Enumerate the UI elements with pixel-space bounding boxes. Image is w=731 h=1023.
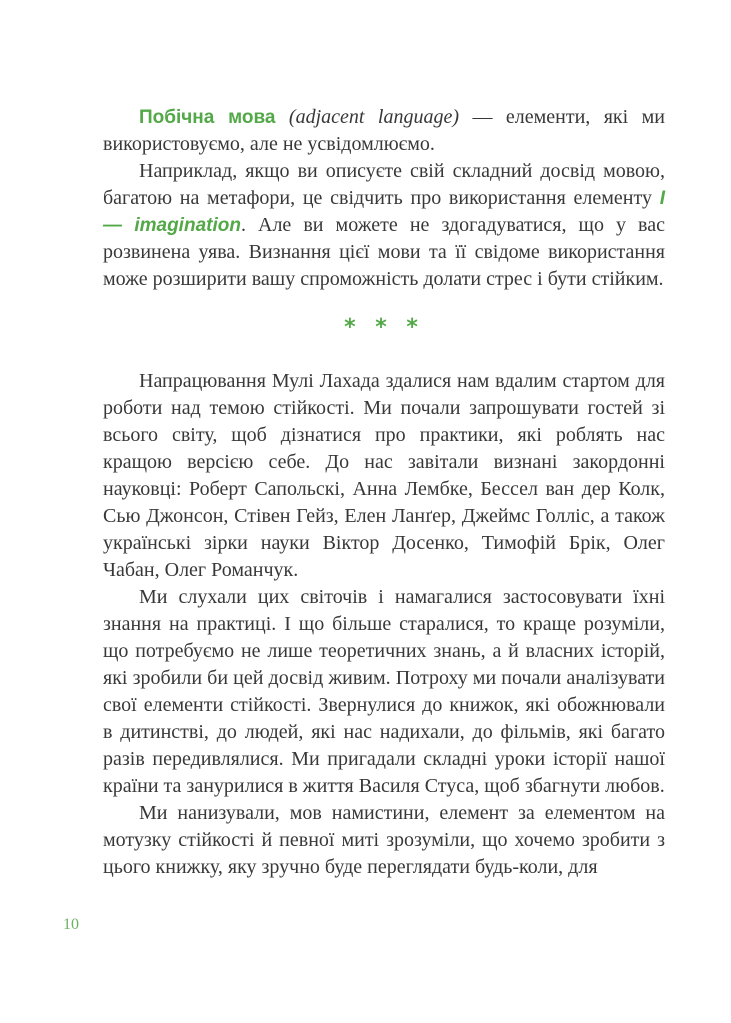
page-text-block	[103, 104, 665, 881]
paragraph-work: Напрацювання Мулі Лахада здалися нам вдалим стартом для роботи над темою стійкості. Ми почали запрошувати гостей зі всього світу, щоб дізнатися про практики, які роблять нас кращою версією себе. До нас завітали визнані закордонні науковці: Роберт Сапольскі, Анна Лембке, Бессел ван дер Колк, Сью Джонсон, Стівен Гейз, Елен Ланґер, Джеймс Голліс, а також українські зірки науки Віктор Досенко, Тимофій Брік, Олег Чабан, Олег Романчук.	[103, 370, 665, 581]
example-text-after: . Але ви можете не здогадуватися, що у вас розвинена уява. Визнання цієї мови та її свідоме використання може розширити вашу спроможність долати стрес і бути стійким.	[103, 214, 665, 290]
definition-text: — елементи, які ми використовуємо, але не усвідомлюємо.	[103, 106, 666, 155]
term-close-paren: )	[452, 106, 473, 128]
asterisk-section-divider: * * *	[344, 315, 424, 340]
term-translation: adjacent language	[295, 106, 453, 128]
paragraph-listening: Ми слухали цих світочів і намагалися застосовувати їхні знання на практиці. І що більше старалися, то краще розуміли, що потребуємо не лише теоретичних знань, а й власних історій, які зробили би цей досвід живим. Потроху ми почали аналізувати свої елементи стійкості. Звернулися до книжок, які обожнювали в дитинстві, до людей, які нас надихали, до фільмів, які багато разів передивлялися. Ми пригадали складні уроки історії нашої країни та занурилися в життя Василя Стуса, щоб збагнути любов.	[103, 586, 665, 797]
term-adjacent-language: Побічна мова	[139, 107, 276, 128]
imagination-highlight: I — imagination	[103, 188, 665, 236]
page-number: 10	[63, 916, 79, 933]
paragraph-beads: Ми нанизували, мов намистини, елемент за елементом на мотузку стійкості й певної миті зрозуміли, що хочемо зробити з цього книжку, яку зручно буде переглядати будь-коли, для	[103, 802, 665, 878]
paragraph-definition	[103, 104, 665, 158]
paragraph-example	[103, 158, 665, 293]
example-text-before: Наприклад, якщо ви описуєте свій складний досвід мовою, багатою на метафори, це свідчить про використання елементу	[103, 160, 665, 209]
term-open-paren: (	[275, 106, 296, 128]
